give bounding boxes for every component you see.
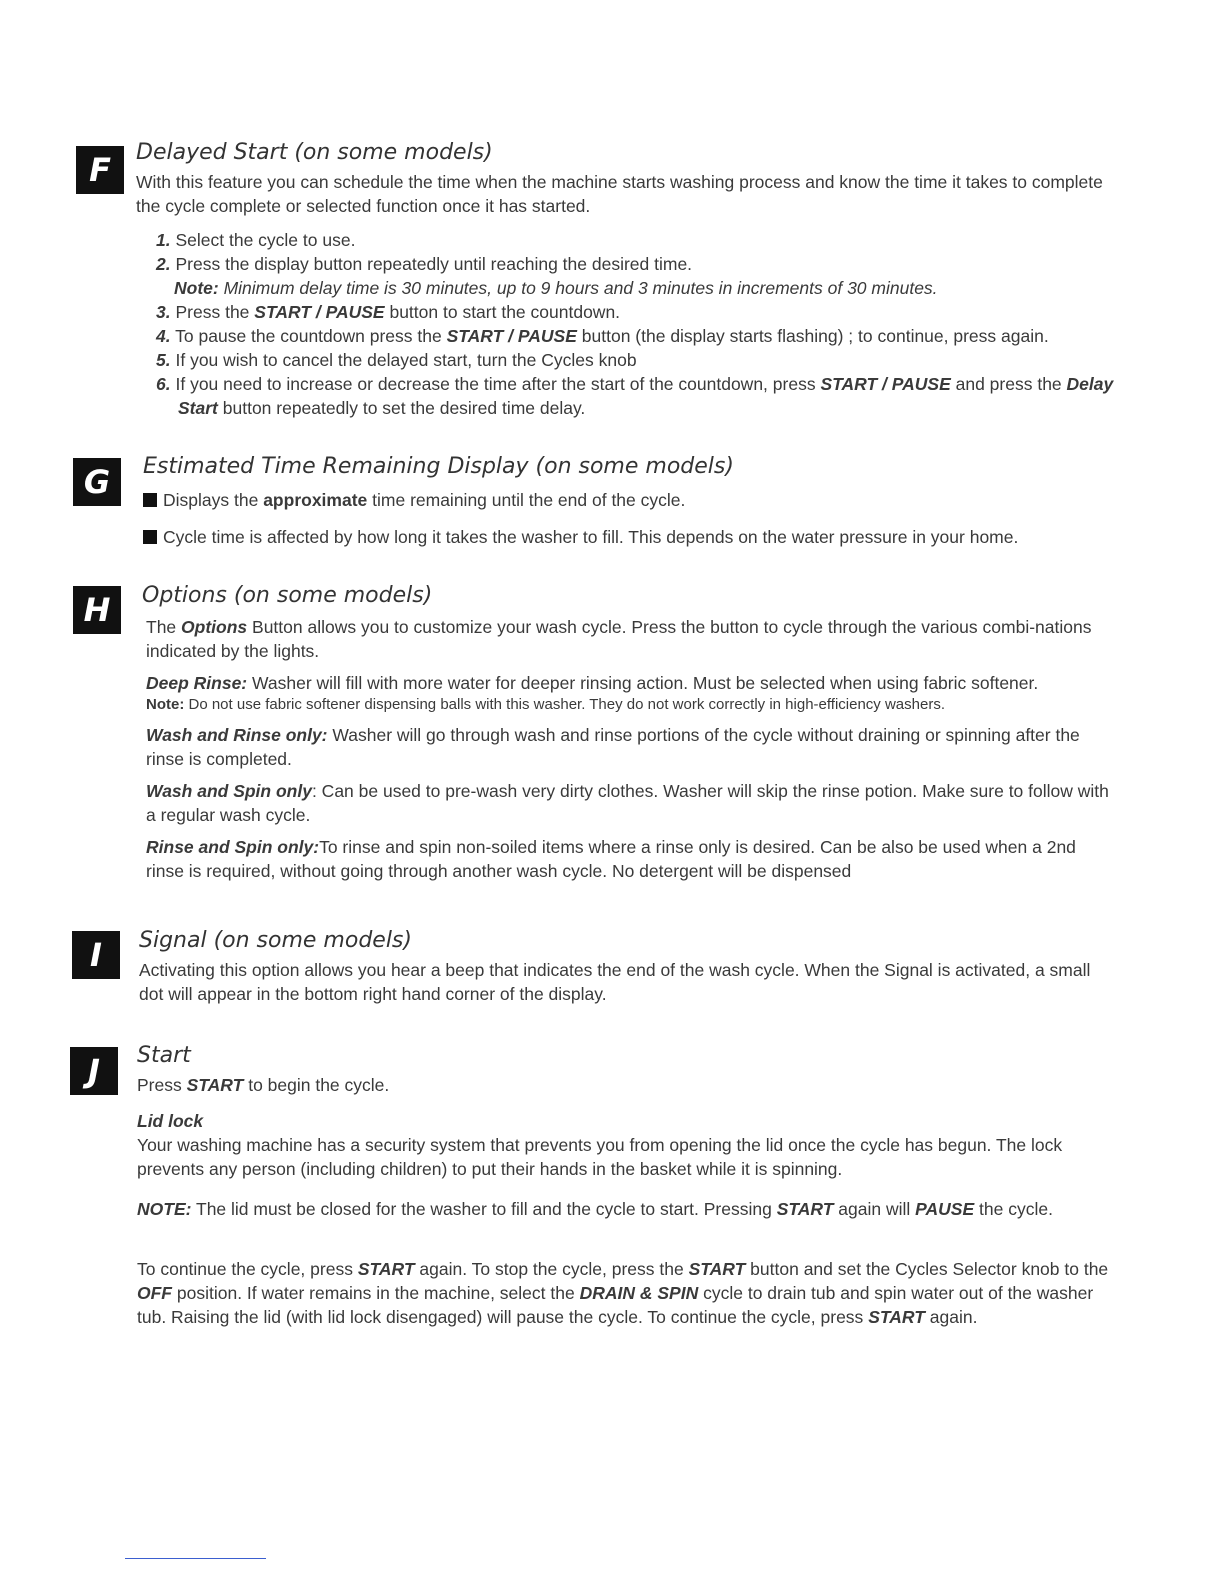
- estimated-time-bullet-2: Cycle time is affected by how long it takes the washer to fill. This depends on the water pressure in your home.: [143, 525, 1123, 549]
- step-1: 1. Select the cycle to use.: [156, 230, 356, 250]
- start-continue-text: To continue the cycle, press START again. To stop the cycle, press the START button and set the Cycles Selector knob to the OFF position. If water remains in the machine, select the DRAIN & SPIN cycle to drain tub and spin water out of the washer tub. Raising the lid (with lid lock disengaged) will pause the cycle. To continue the cycle, press START again.: [137, 1259, 1109, 1327]
- step-2-note: Note: Minimum delay time is 30 minutes, up to 9 hours and 3 minutes in increments of 30 minutes.: [174, 278, 938, 298]
- start-press-text: Press START to begin the cycle.: [137, 1075, 390, 1095]
- lid-lock-text: Your washing machine has a security system that prevents you from opening the lid once the cycle has begun. The lock prevents any person (including children) to put their hands in the basket while it is spinning.: [137, 1135, 1063, 1179]
- option-wash-spin: Wash and Spin only: Can be used to pre-wash very dirty clothes. Washer will skip the rinse potion. Make sure to follow with a regular wash cycle.: [146, 781, 1109, 825]
- signal-content: [139, 928, 1114, 1006]
- signal-text: Activating this option allows you hear a beep that indicates the end of the wash cycle. When the Signal is activated, a small dot will appear in the bottom right hand corner of the display.: [139, 960, 1091, 1004]
- section-title-delayed-start: Delayed Start (on some models): [136, 140, 493, 165]
- option-deep-rinse-note: Note: Do not use fabric softener dispensing balls with this washer. They do not work correctly in high-efficiency washers.: [146, 696, 945, 713]
- footer-divider: [125, 1558, 266, 1559]
- section-letter-h: H: [73, 586, 121, 634]
- step-6: 6. If you need to increase or decrease the time after the start of the countdown, press START / PAUSE and press the Delay Start button repeatedly to set the desired time delay.: [156, 374, 1114, 418]
- step-3: 3. Press the START / PAUSE button to start the countdown.: [156, 302, 621, 322]
- section-title-start: Start: [137, 1043, 191, 1068]
- section-letter-g: G: [73, 458, 121, 506]
- section-letter-i: I: [72, 931, 120, 979]
- start-note: NOTE: The lid must be closed for the washer to fill and the cycle to start. Pressing START again will PAUSE the cycle.: [137, 1199, 1053, 1219]
- section-title-signal: Signal (on some models): [139, 928, 412, 953]
- delayed-start-steps: [156, 228, 1126, 420]
- step-2: 2. Press the display button repeatedly until reaching the desired time.: [156, 254, 693, 274]
- section-letter-j: J: [70, 1047, 118, 1095]
- section-letter-f: F: [76, 146, 124, 194]
- step-5: 5. If you wish to cancel the delayed start, turn the Cycles knob: [156, 350, 637, 370]
- estimated-time-bullet-1: Displays the approximate time remaining until the end of the cycle.: [143, 488, 1123, 512]
- section-title-options: Options (on some models): [142, 583, 433, 608]
- section-title-estimated-time: Estimated Time Remaining Display (on some models): [143, 454, 734, 479]
- square-bullet-icon: [143, 530, 157, 544]
- option-wash-rinse: Wash and Rinse only: Washer will go through wash and rinse portions of the cycle without draining or spinning after the rinse is completed.: [146, 725, 1080, 769]
- step-4: 4. To pause the countdown press the START / PAUSE button (the display starts flashing) ; to continue, press again.: [156, 326, 1049, 346]
- delayed-start-content: [136, 140, 1126, 420]
- option-deep-rinse: Deep Rinse: Washer will fill with more water for deeper rinsing action. Must be selected when using fabric softener.: [146, 673, 1039, 693]
- options-intro: The Options Button allows you to customize your wash cycle. Press the button to cycle through the various combi-nations indicated by the lights.: [146, 617, 1092, 661]
- estimated-time-content: [143, 454, 1123, 549]
- delayed-start-intro: With this feature you can schedule the time when the machine starts washing process and know the time it takes to complete the cycle complete or selected function once it has started.: [136, 172, 1103, 216]
- start-content: [137, 1043, 1112, 1329]
- square-bullet-icon: [143, 493, 157, 507]
- options-content: [142, 583, 1112, 883]
- option-rinse-spin: Rinse and Spin only:To rinse and spin non-soiled items where a rinse only is desired. Can be also be used when a 2nd rinse is required, without going through another wash cycle. No detergent will be dispensed: [146, 837, 1076, 881]
- lid-lock-title: Lid lock: [137, 1111, 204, 1131]
